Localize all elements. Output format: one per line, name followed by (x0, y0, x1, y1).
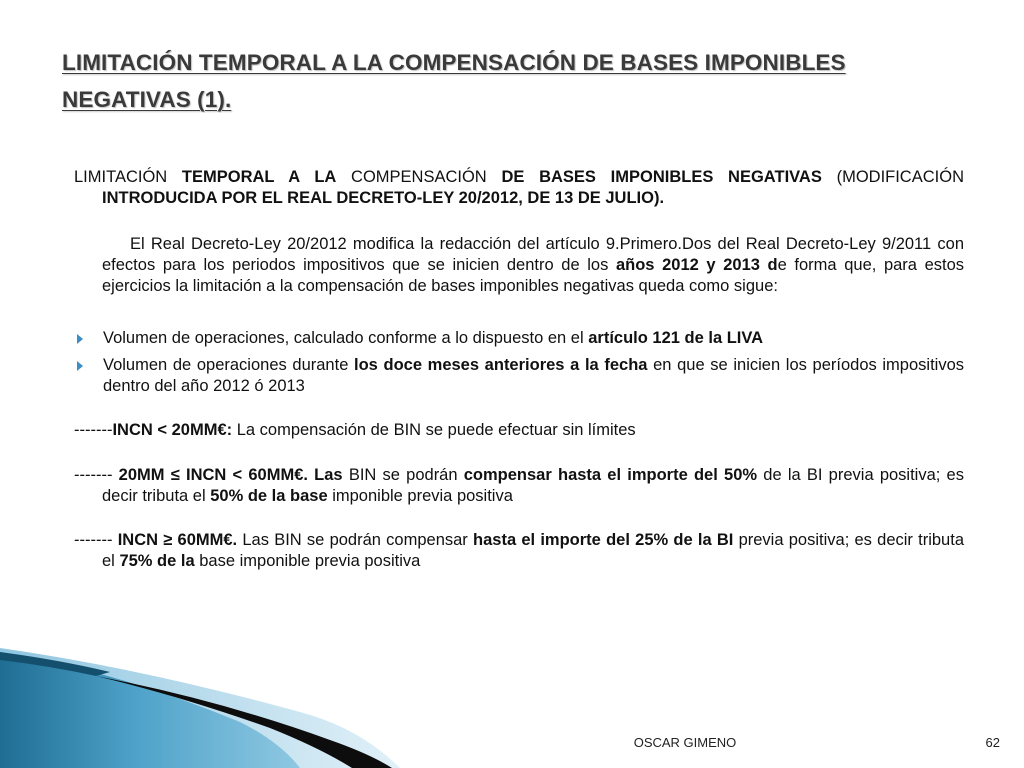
tier-text-bold: INCN ≥ 60MM€. (117, 531, 238, 549)
bullet-text-bold: artículo 121 de la LIVA (588, 329, 764, 347)
tier-paragraph (74, 530, 964, 572)
intro-text: El Real Decreto-Ley 20/2012 modifica la redacción del artículo 9.Primero.Dos del Real Decreto-Ley 9/2011 con efectos para los periodos impositivos que se inicien dentro de los (102, 235, 964, 274)
page-number: 62 (985, 735, 1000, 750)
list-item (74, 328, 964, 349)
tier-text: imponible previa positiva (327, 487, 513, 505)
tier-text: ------- (74, 421, 113, 439)
tier-text: ------- (74, 531, 118, 549)
tier-text-bold: 50% de la base (210, 487, 328, 505)
tier-text-bold: 20MM ≤ INCN < 60MM€. Las (118, 466, 343, 484)
tier-text: ------- (74, 466, 119, 484)
bullet-text: Volumen de operaciones durante (103, 356, 355, 374)
heading-text-bold: DE BASES IMPONIBLES NEGATIVAS (501, 168, 822, 186)
bullet-text-bold: los doce meses anteriores a la fecha (354, 356, 648, 374)
tier-text: base imponible previa positiva (194, 552, 421, 570)
slide-title: LIMITACIÓN TEMPORAL A LA COMPENSACIÓN DE BASES IMPONIBLES NEGATIVAS (1). (62, 50, 846, 112)
tier-text-bold: hasta el importe del 25% de la BI (473, 531, 734, 549)
wave-black-stripe (96, 676, 392, 768)
heading-text: COMPENSACIÓN (336, 168, 502, 186)
heading-text-bold: ). (653, 189, 665, 207)
heading-text: (MODIFICACIÓN (821, 168, 964, 186)
wave-light-layer (0, 648, 400, 768)
triangle-bullet-icon (77, 334, 83, 344)
tier-text: de la BI previa positiva; es decir tributa el (102, 466, 964, 505)
tier-text-bold: 75% de la (119, 552, 195, 570)
intro-text: e forma que, para estos ejercicios la limitación a la compensación de bases imponibles negativas queda como sigue: (102, 256, 965, 295)
intro-text-bold: años 2012 y 2013 d (615, 256, 778, 274)
slide-content (74, 167, 964, 589)
bullet-list (74, 328, 964, 397)
tier-paragraph (74, 465, 964, 507)
triangle-bullet-icon (77, 361, 83, 371)
list-item (74, 355, 964, 397)
wave-dark-edge (0, 652, 110, 676)
tier-text: BIN se podrán (342, 466, 464, 484)
heading-text: LIMITACIÓN (74, 168, 182, 186)
tier-text: previa positiva; es decir tributa el (102, 531, 964, 570)
tier-text: Las BIN se podrán compensar (237, 531, 474, 549)
intro-paragraph (74, 234, 964, 297)
footer-author: OSCAR GIMENO (633, 735, 737, 750)
heading-text-bold: INTRODUCIDA POR EL REAL DECRETO-LEY 20/2012, DE 13 DE JULIO (102, 189, 654, 207)
heading-text-bold: TEMPORAL A LA (181, 168, 337, 186)
tier-text-bold: compensar hasta el importe del 50% (463, 466, 758, 484)
bullet-text: en que se inicien los períodos impositivos dentro del año 2012 ó 2013 (103, 356, 964, 395)
tier-paragraph (74, 420, 964, 441)
tier-text-bold: INCN < 20MM€: (112, 421, 233, 439)
tier-text: La compensación de BIN se puede efectuar sin límites (232, 421, 636, 439)
bullet-text: Volumen de operaciones, calculado conforme a lo dispuesto en el (103, 329, 589, 347)
wave-blue-layer (0, 652, 300, 768)
content-heading (74, 167, 964, 209)
